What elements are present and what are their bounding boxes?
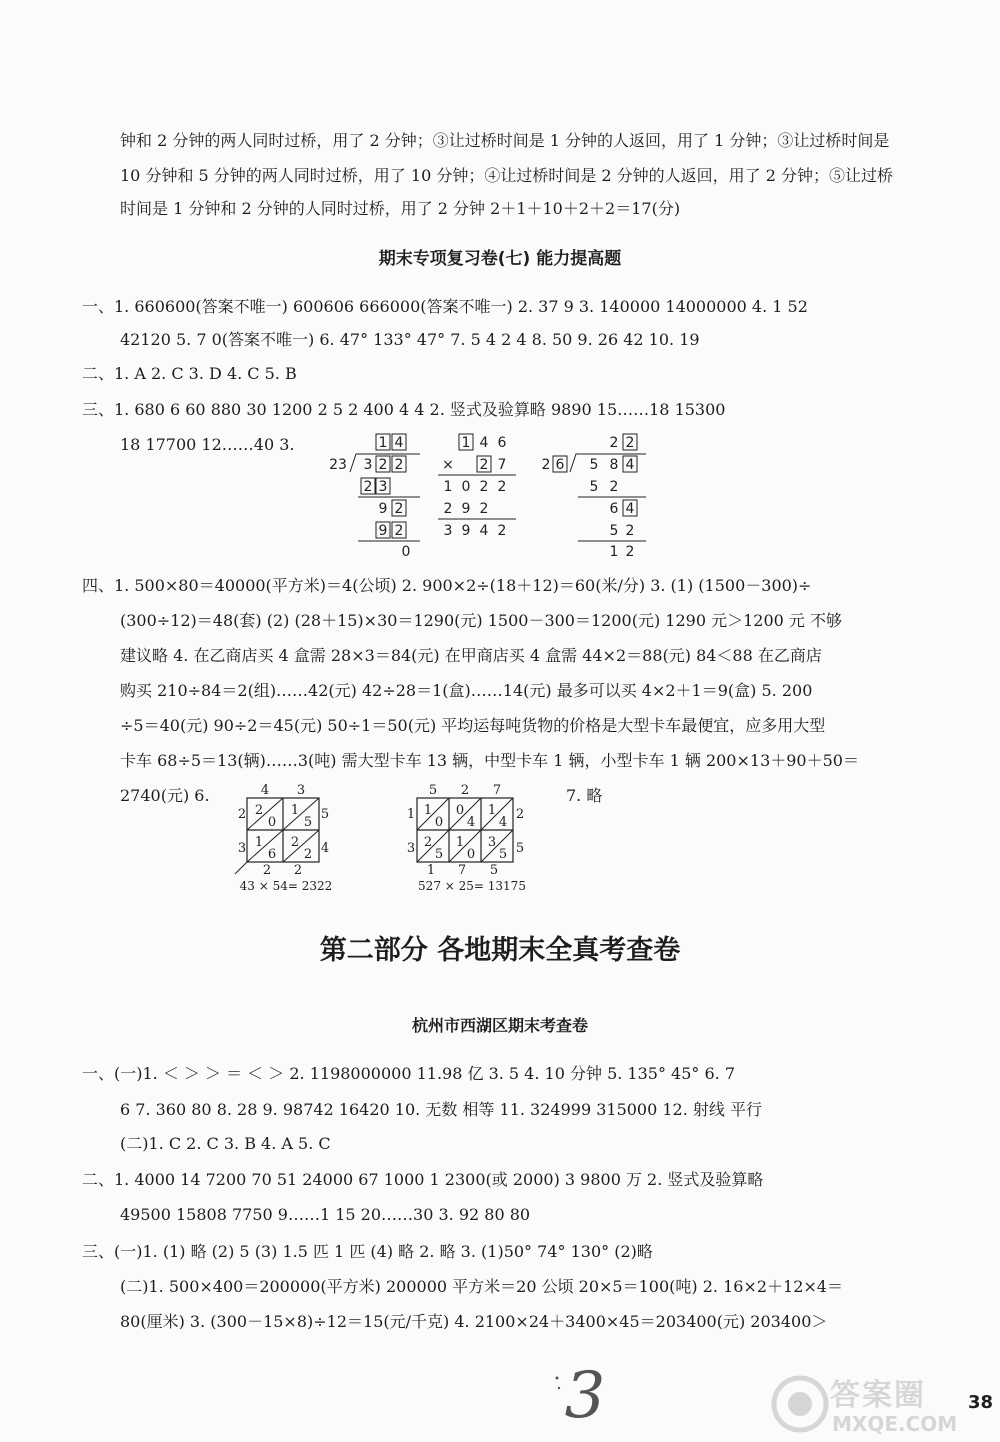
lattice-left-digit: 3 (406, 841, 416, 856)
part-title: 第二部分 各地期末全真考查卷 (319, 935, 681, 966)
lattice-top-digit: 3 (296, 783, 306, 798)
lattice-cell: 5 (498, 847, 508, 862)
lattice-left-digit: 1 (406, 807, 416, 822)
answer-line: 一、1. 660600(答案不唯一) 600606 666000(答案不唯一) 2. 37 9 3. 140000 14000000 4. 1 52 (82, 297, 808, 316)
division-1-dividend: 2 (394, 457, 404, 473)
answer-line: ÷5＝40(元) 90÷2＝45(元) 50÷1＝50(元) 平均运每吨货物的价格是大型卡车最便宜，应多用大型 (120, 716, 826, 735)
answer-line: (二)1. C 2. C 3. B 4. A 5. C (120, 1134, 331, 1153)
division-2-step: 2 (625, 523, 635, 539)
answer-line: 42120 5. 7 0(答案不唯一) 6. 47° 133° 47° 7. 5 4 2 4 8. 50 9. 26 42 10. 19 (120, 330, 700, 349)
mult-partial: 2 (479, 479, 489, 495)
lattice-caption: 527 × 25= 13175 (418, 879, 526, 893)
division-2-step: 5 (589, 479, 599, 495)
lattice-cell: 5 (434, 847, 444, 862)
lattice-right-digit: 2 (515, 807, 525, 822)
mult-partial: 2 (497, 479, 507, 495)
lattice-cell: 2 (290, 835, 300, 850)
lattice-right-digit: 5 (320, 807, 330, 822)
lattice-multiplication-1 (232, 780, 342, 896)
handwritten-text: 3 (564, 1359, 606, 1433)
lattice-cell: 1 (423, 803, 433, 818)
lattice-top-digit: 5 (428, 783, 438, 798)
lattice-cell: 4 (466, 815, 476, 830)
lattice-cell: 5 (303, 815, 313, 830)
division-2-divisor: 2 (541, 457, 551, 473)
lattice-top-digit: 7 (492, 783, 502, 798)
text-line: 钟和 2 分钟的两人同时过桥，用了 2 分钟；③让过桥时间是 1 分钟的人返回，用了 1 分钟；③让过桥时间是 (120, 131, 890, 150)
answer-line: 三、(一)1. (1) 略 (2) 5 (3) 1.5 匹 1 匹 (4) 略 2. 略 3. (1)50° 74° 130° (2)略 (82, 1242, 653, 1261)
lattice-cell: 0 (455, 803, 465, 818)
lattice-bottom-digit: 2 (262, 863, 272, 878)
lattice-cell: 2 (423, 835, 433, 850)
mult-result: 3 (443, 523, 453, 539)
mult-result: 9 (461, 523, 471, 539)
answer-line: 80(厘米) 3. (300－15×8)÷12＝15(元/千克) 4. 2100×24＋3400×45＝203400(元) 203400＞ (120, 1312, 828, 1331)
answer-line: (二)1. 500×400＝200000(平方米) 200000 平方米＝20 公顷 20×5＝100(吨) 2. 16×2＋12×4＝ (120, 1277, 843, 1296)
lattice-multiplication-2 (404, 780, 540, 896)
answer-line: 18 17700 12……40 3. (120, 435, 295, 454)
answer-line: 四、1. 500×80＝40000(平方米)＝4(公顷) 2. 900×2÷(18＋12)＝60(米/分) 3. (1) (1500－300)÷ (82, 576, 812, 595)
lattice-cell: 0 (267, 815, 277, 830)
division-2-dividend: 8 (609, 457, 619, 473)
division-1-step: 9 (378, 501, 388, 517)
lattice-cell: 0 (466, 847, 476, 862)
mult-result: 2 (497, 523, 507, 539)
lattice-cell: 2 (303, 847, 313, 862)
answer-line: 卡车 68÷5＝13(辆)……3(吨) 需大型卡车 13 辆，中型卡车 1 辆，小型卡车 1 辆 200×13＋90＋50＝ (120, 751, 859, 770)
division-2-remainder: 2 (625, 544, 635, 560)
lattice-bottom-digit: 5 (489, 863, 499, 878)
division-2-quotient: 2 (625, 435, 635, 451)
lattice-right-digit: 5 (515, 841, 525, 856)
watermark (770, 1370, 995, 1440)
answer-line: 购买 210÷84＝2(组)……42(元) 42÷28＝1(盒)……14(元) 最多可以买 4×2＋1＝9(盒) 5. 200 (120, 681, 813, 700)
text-line: 10 分钟和 5 分钟的两人同时过桥，用了 10 分钟；④让过桥时间是 2 分钟的人返回，用了 2 分钟；⑤让过桥 (120, 166, 894, 185)
division-1-step: 9 (378, 523, 388, 539)
lattice-right-digit: 4 (320, 841, 330, 856)
division-1-dividend: 2 (378, 457, 388, 473)
watermark-logo-icon (770, 1374, 830, 1434)
mult-partial: 1 (443, 479, 453, 495)
lattice-left-digit: 3 (237, 841, 247, 856)
division-2-step: 4 (625, 501, 635, 517)
division-1-dividend: 3 (363, 457, 373, 473)
lattice-top-digit: 2 (460, 783, 470, 798)
mult-top: 6 (497, 435, 507, 451)
answer-line: 49500 15808 7750 9……1 15 20……30 3. 92 80 80 (120, 1205, 531, 1224)
lattice-cell: 0 (434, 815, 444, 830)
answer-line: 建议略 4. 在乙商店买 4 盒需 28×3＝84(元) 在甲商店买 4 盒需 44×2＝88(元) 84＜88 在乙商店 (120, 646, 822, 665)
text-line: 时间是 1 分钟和 2 分钟的人同时过桥，用了 2 分钟 2＋1＋10＋2＋2＝17(分) (120, 199, 681, 218)
answer-line: (300÷12)＝48(套) (2) (28＋15)×30＝1290(元) 1500－300＝1200(元) 1290 元＞1200 元 不够 (120, 611, 842, 630)
division-1-step: 2 (394, 501, 404, 517)
mult-partial: 0 (461, 479, 471, 495)
answer-line: 一、(一)1. ＜ ＞ ＞ ＝ ＜ ＞ 2. 1198000000 11.98 亿 3. 5 4. 10 分钟 5. 135° 45° 6. 7 (82, 1064, 736, 1083)
lattice-cell: 2 (254, 803, 264, 818)
vertical-calculations (320, 430, 660, 562)
lattice-top-digit: 4 (260, 783, 270, 798)
answer-line: 三、1. 680 6 60 880 30 1200 2 5 2 400 4 4 2. 竖式及验算略 9890 15……18 15300 (82, 400, 726, 419)
lattice-left-digit: 2 (237, 807, 247, 822)
division-1-quotient: 4 (394, 435, 404, 451)
division-1-divisor: 23 (329, 457, 347, 473)
section-title: 期末专项复习卷(七) 能力提高题 (378, 249, 622, 269)
division-2-step: 2 (609, 479, 619, 495)
times-sign: × (442, 457, 454, 473)
lattice-cell: 1 (254, 835, 264, 850)
division-2-dividend: 4 (625, 457, 635, 473)
lattice-cell: 1 (290, 803, 300, 818)
division-1-quotient: 1 (378, 435, 388, 451)
lattice-bottom-digit: 1 (426, 863, 436, 878)
lattice-cell: 6 (267, 847, 277, 862)
lattice-bottom-digit: 7 (457, 863, 467, 878)
answer-line: 二、1. A 2. C 3. D 4. C 5. B (82, 364, 297, 383)
division-2-divisor: 6 (555, 457, 565, 473)
mult-partial: 2 (479, 501, 489, 517)
watermark-url: MXQE.COM (832, 1412, 958, 1436)
division-1-step: 2 (394, 523, 404, 539)
division-1-step: 3 (378, 479, 388, 495)
answer-line: 6 7. 360 80 8. 28 9. 98742 16420 10. 无数 相等 11. 324999 315000 12. 射线 平行 (120, 1100, 762, 1119)
division-2-step: 5 (609, 523, 619, 539)
mult-times: 7 (497, 457, 507, 473)
mult-result: 4 (479, 523, 489, 539)
lattice-cell: 4 (498, 815, 508, 830)
lattice-cell: 1 (487, 803, 497, 818)
division-2-remainder: 1 (609, 544, 619, 560)
lattice-cell: 3 (487, 835, 497, 850)
division-2-step: 6 (609, 501, 619, 517)
page-number: 38 (968, 1392, 994, 1413)
answer-line: 7. 略 (566, 786, 603, 805)
lattice-cell: 1 (455, 835, 465, 850)
lattice-bottom-digit: 2 (293, 863, 303, 878)
division-2-dividend: 5 (589, 457, 599, 473)
division-2-quotient: 2 (609, 435, 619, 451)
watermark-text: 答案圈 (830, 1378, 926, 1413)
mult-times: 2 (479, 457, 489, 473)
mult-top: 1 (461, 435, 471, 451)
lattice-caption: 43 × 54= 2322 (239, 879, 333, 893)
division-1-remainder: 0 (401, 544, 411, 560)
answer-line: 二、1. 4000 14 7200 70 51 24000 67 1000 1 2300(或 2000) 3 9800 万 2. 竖式及验算略 (82, 1170, 764, 1189)
mult-partial: 9 (461, 501, 471, 517)
answer-line: 2740(元) 6. (120, 786, 210, 805)
handwritten-mark (555, 1352, 615, 1442)
division-1-step: 2 (363, 479, 373, 495)
mult-partial: 2 (443, 501, 453, 517)
section-title: 杭州市西湖区期末考查卷 (411, 1016, 588, 1035)
mult-top: 4 (479, 435, 489, 451)
